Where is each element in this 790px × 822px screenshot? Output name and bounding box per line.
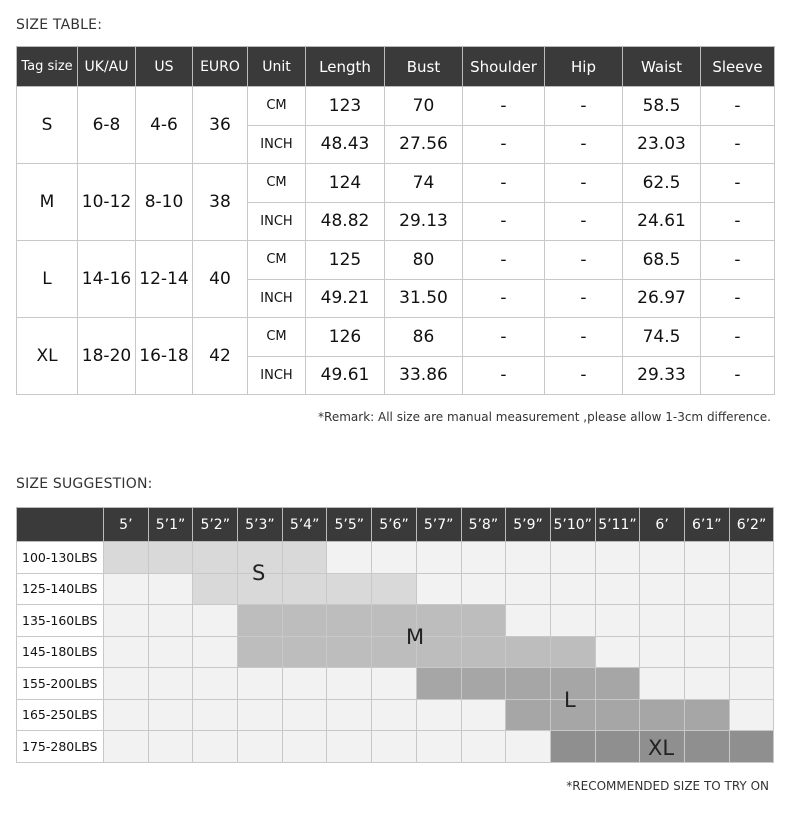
suggestion-cell xyxy=(372,731,417,763)
suggestion-cell xyxy=(640,699,685,731)
zone-label-xl: XL xyxy=(648,736,675,760)
size-table xyxy=(16,46,775,395)
shoulder-cell: - xyxy=(463,87,545,126)
suggestion-row xyxy=(17,668,774,700)
sleeve-cell: - xyxy=(701,356,775,395)
tag-size-cell: M xyxy=(17,164,78,241)
weight-label: 100-130LBS xyxy=(17,542,104,574)
suggestion-cell xyxy=(729,636,774,668)
suggestion-cell xyxy=(640,573,685,605)
header-length: Length xyxy=(306,47,385,87)
suggestion-cell xyxy=(282,605,327,637)
height-header-cell: 5’ xyxy=(104,508,149,542)
suggestion-cell xyxy=(282,636,327,668)
length-cell: 126 xyxy=(306,318,385,357)
zone-label-m: M xyxy=(406,625,425,649)
suggestion-cell xyxy=(193,731,238,763)
suggestion-cell xyxy=(282,731,327,763)
unit-cell: INCH xyxy=(248,279,306,318)
shoulder-cell: - xyxy=(463,356,545,395)
length-cell: 48.82 xyxy=(306,202,385,241)
unit-cell: INCH xyxy=(248,356,306,395)
suggestion-cell xyxy=(104,605,149,637)
suggestion-cell xyxy=(595,699,640,731)
waist-cell: 58.5 xyxy=(623,87,701,126)
size-table-body xyxy=(17,87,775,395)
suggestion-row xyxy=(17,605,774,637)
suggestion-cell xyxy=(506,573,551,605)
unit-cell: CM xyxy=(248,87,306,126)
bust-cell: 80 xyxy=(385,241,463,280)
shoulder-cell: - xyxy=(463,202,545,241)
suggestion-cell xyxy=(729,605,774,637)
suggestion-cell xyxy=(282,542,327,574)
suggestion-cell xyxy=(640,636,685,668)
uk-au-cell: 18-20 xyxy=(78,318,136,395)
height-header-cell: 6’1” xyxy=(684,508,729,542)
suggestion-cell xyxy=(104,636,149,668)
height-header-cell: 5’10” xyxy=(550,508,595,542)
length-cell: 48.43 xyxy=(306,125,385,164)
suggestion-cell xyxy=(148,605,193,637)
suggestion-row xyxy=(17,636,774,668)
height-header-cell: 5’2” xyxy=(193,508,238,542)
length-cell: 49.21 xyxy=(306,279,385,318)
suggestion-cell xyxy=(148,542,193,574)
suggestion-cell xyxy=(729,542,774,574)
suggestion-cell xyxy=(684,636,729,668)
suggestion-table-body xyxy=(17,542,774,763)
suggestion-cell xyxy=(193,573,238,605)
suggestion-cell xyxy=(193,699,238,731)
suggestion-cell xyxy=(148,699,193,731)
size-suggestion-table xyxy=(16,507,774,763)
shoulder-cell: - xyxy=(463,241,545,280)
suggestion-cell xyxy=(506,636,551,668)
suggestion-cell xyxy=(238,668,283,700)
suggestion-cell xyxy=(104,731,149,763)
suggestion-cell xyxy=(684,573,729,605)
sleeve-cell: - xyxy=(701,318,775,357)
remark-note: *Remark: All size are manual measurement ,please allow 1-3cm difference. xyxy=(318,410,771,424)
height-header-cell: 5’11” xyxy=(595,508,640,542)
suggestion-cell xyxy=(550,636,595,668)
suggestion-cell xyxy=(506,605,551,637)
suggestion-cell xyxy=(327,731,372,763)
weight-label: 135-160LBS xyxy=(17,605,104,637)
waist-cell: 74.5 xyxy=(623,318,701,357)
bust-cell: 33.86 xyxy=(385,356,463,395)
suggestion-cell xyxy=(729,573,774,605)
suggestion-cell xyxy=(104,573,149,605)
suggestion-cell xyxy=(461,699,506,731)
suggestion-cell xyxy=(684,668,729,700)
suggestion-cell xyxy=(684,542,729,574)
bust-cell: 70 xyxy=(385,87,463,126)
suggestion-cell xyxy=(238,699,283,731)
suggestion-cell xyxy=(193,542,238,574)
suggestion-cell xyxy=(640,668,685,700)
suggestion-cell xyxy=(550,605,595,637)
uk-au-cell: 10-12 xyxy=(78,164,136,241)
suggestion-cell xyxy=(506,699,551,731)
suggestion-cell xyxy=(506,542,551,574)
size-table-title: SIZE TABLE: xyxy=(16,17,103,33)
euro-cell: 38 xyxy=(193,164,248,241)
suggestion-cell xyxy=(327,636,372,668)
sleeve-cell: - xyxy=(701,87,775,126)
height-header-cell: 5’9” xyxy=(506,508,551,542)
weight-label: 125-140LBS xyxy=(17,573,104,605)
sleeve-cell: - xyxy=(701,279,775,318)
weight-label: 175-280LBS xyxy=(17,731,104,763)
suggestion-cell xyxy=(416,573,461,605)
uk-au-cell: 6-8 xyxy=(78,87,136,164)
height-header-cell: 5’1” xyxy=(148,508,193,542)
suggestion-cell xyxy=(595,542,640,574)
header-bust: Bust xyxy=(385,47,463,87)
sleeve-cell: - xyxy=(701,164,775,203)
header-uk-au: UK/AU xyxy=(78,47,136,87)
suggestion-cell xyxy=(148,573,193,605)
suggestion-cell xyxy=(148,731,193,763)
euro-cell: 40 xyxy=(193,241,248,318)
header-euro: EURO xyxy=(193,47,248,87)
hip-cell: - xyxy=(545,318,623,357)
shoulder-cell: - xyxy=(463,318,545,357)
suggestion-cell xyxy=(193,636,238,668)
zone-label-l: L xyxy=(564,688,576,712)
suggestion-cell xyxy=(550,542,595,574)
height-header-cell: 5’5” xyxy=(327,508,372,542)
suggestion-cell xyxy=(104,699,149,731)
suggestion-cell xyxy=(238,605,283,637)
tag-size-cell: S xyxy=(17,87,78,164)
unit-cell: CM xyxy=(248,318,306,357)
height-header-cell: 6’2” xyxy=(729,508,774,542)
table-row xyxy=(17,87,775,126)
suggestion-cell xyxy=(595,731,640,763)
height-header-cell: 5’6” xyxy=(372,508,417,542)
table-row xyxy=(17,164,775,203)
height-header-cell: 5’7” xyxy=(416,508,461,542)
tag-size-cell: XL xyxy=(17,318,78,395)
suggestion-cell xyxy=(640,605,685,637)
uk-au-cell: 14-16 xyxy=(78,241,136,318)
us-cell: 8-10 xyxy=(136,164,193,241)
suggestion-cell xyxy=(193,668,238,700)
hip-cell: - xyxy=(545,279,623,318)
suggestion-cell xyxy=(416,668,461,700)
suggestion-cell xyxy=(684,605,729,637)
suggestion-cell xyxy=(416,699,461,731)
suggestion-cell xyxy=(282,668,327,700)
suggestion-cell xyxy=(327,573,372,605)
waist-cell: 24.61 xyxy=(623,202,701,241)
euro-cell: 36 xyxy=(193,87,248,164)
length-cell: 123 xyxy=(306,87,385,126)
header-tag-size: Tag size xyxy=(17,47,78,87)
waist-cell: 23.03 xyxy=(623,125,701,164)
suggestion-cell xyxy=(729,699,774,731)
weight-label: 145-180LBS xyxy=(17,636,104,668)
suggestion-cell xyxy=(327,605,372,637)
suggestion-cell xyxy=(595,605,640,637)
suggestion-cell xyxy=(729,668,774,700)
suggestion-cell xyxy=(595,573,640,605)
suggestion-cell xyxy=(461,573,506,605)
header-sleeve: Sleeve xyxy=(701,47,775,87)
suggestion-cell xyxy=(729,731,774,763)
suggestion-cell xyxy=(282,573,327,605)
hip-cell: - xyxy=(545,164,623,203)
suggestion-cell xyxy=(506,731,551,763)
suggestion-cell xyxy=(104,668,149,700)
suggestion-cell xyxy=(461,731,506,763)
suggestion-row xyxy=(17,542,774,574)
suggestion-row xyxy=(17,573,774,605)
waist-cell: 68.5 xyxy=(623,241,701,280)
hip-cell: - xyxy=(545,356,623,395)
suggestion-cell xyxy=(372,542,417,574)
suggestion-cell xyxy=(684,699,729,731)
suggestion-cell xyxy=(327,699,372,731)
suggestion-cell xyxy=(372,668,417,700)
suggestion-cell xyxy=(238,731,283,763)
suggestion-cell xyxy=(550,573,595,605)
suggestion-cell xyxy=(327,668,372,700)
height-header-cell: 5’8” xyxy=(461,508,506,542)
suggestion-cell xyxy=(238,636,283,668)
suggestion-cell xyxy=(461,668,506,700)
zone-label-s: S xyxy=(252,561,266,585)
height-header-cell: 5’3” xyxy=(238,508,283,542)
suggestion-cell xyxy=(104,542,149,574)
recommended-footnote: *RECOMMENDED SIZE TO TRY ON xyxy=(566,779,769,793)
size-suggestion-title: SIZE SUGGESTION: xyxy=(16,476,153,492)
shoulder-cell: - xyxy=(463,125,545,164)
suggestion-cell xyxy=(640,542,685,574)
bust-cell: 74 xyxy=(385,164,463,203)
suggestion-cell xyxy=(595,668,640,700)
suggestion-cell xyxy=(372,699,417,731)
us-cell: 16-18 xyxy=(136,318,193,395)
suggestion-cell xyxy=(506,668,551,700)
weight-label: 155-200LBS xyxy=(17,668,104,700)
suggestion-cell xyxy=(416,542,461,574)
us-cell: 12-14 xyxy=(136,241,193,318)
suggestion-cell xyxy=(684,731,729,763)
shoulder-cell: - xyxy=(463,279,545,318)
bust-cell: 31.50 xyxy=(385,279,463,318)
suggestion-cell xyxy=(327,542,372,574)
length-cell: 125 xyxy=(306,241,385,280)
bust-cell: 27.56 xyxy=(385,125,463,164)
hip-cell: - xyxy=(545,125,623,164)
sleeve-cell: - xyxy=(701,125,775,164)
suggestion-row xyxy=(17,699,774,731)
sleeve-cell: - xyxy=(701,241,775,280)
header-shoulder: Shoulder xyxy=(463,47,545,87)
bust-cell: 86 xyxy=(385,318,463,357)
suggestion-cell xyxy=(372,573,417,605)
suggestion-cell xyxy=(193,605,238,637)
waist-cell: 62.5 xyxy=(623,164,701,203)
waist-cell: 29.33 xyxy=(623,356,701,395)
hip-cell: - xyxy=(545,202,623,241)
euro-cell: 42 xyxy=(193,318,248,395)
height-header-cell: 5’4” xyxy=(282,508,327,542)
unit-cell: CM xyxy=(248,164,306,203)
bust-cell: 29.13 xyxy=(385,202,463,241)
hip-cell: - xyxy=(545,241,623,280)
length-cell: 49.61 xyxy=(306,356,385,395)
suggestion-cell xyxy=(416,731,461,763)
unit-cell: INCH xyxy=(248,125,306,164)
suggestion-cell xyxy=(461,636,506,668)
suggestion-cell xyxy=(550,731,595,763)
header-unit: Unit xyxy=(248,47,306,87)
length-cell: 124 xyxy=(306,164,385,203)
suggestion-cell xyxy=(461,605,506,637)
header-waist: Waist xyxy=(623,47,701,87)
unit-cell: CM xyxy=(248,241,306,280)
waist-cell: 26.97 xyxy=(623,279,701,318)
suggestion-cell xyxy=(461,542,506,574)
table-row xyxy=(17,241,775,280)
tag-size-cell: L xyxy=(17,241,78,318)
suggestion-cell xyxy=(148,668,193,700)
weight-label: 165-250LBS xyxy=(17,699,104,731)
height-header-cell: 6’ xyxy=(640,508,685,542)
hip-cell: - xyxy=(545,87,623,126)
suggestion-cell xyxy=(148,636,193,668)
header-hip: Hip xyxy=(545,47,623,87)
suggestion-cell xyxy=(282,699,327,731)
suggestion-cell xyxy=(595,636,640,668)
suggestion-header-row xyxy=(17,508,774,542)
sleeve-cell: - xyxy=(701,202,775,241)
us-cell: 4-6 xyxy=(136,87,193,164)
weight-header-cell xyxy=(17,508,104,542)
shoulder-cell: - xyxy=(463,164,545,203)
header-us: US xyxy=(136,47,193,87)
table-row xyxy=(17,318,775,357)
unit-cell: INCH xyxy=(248,202,306,241)
size-table-header-row xyxy=(17,47,775,87)
